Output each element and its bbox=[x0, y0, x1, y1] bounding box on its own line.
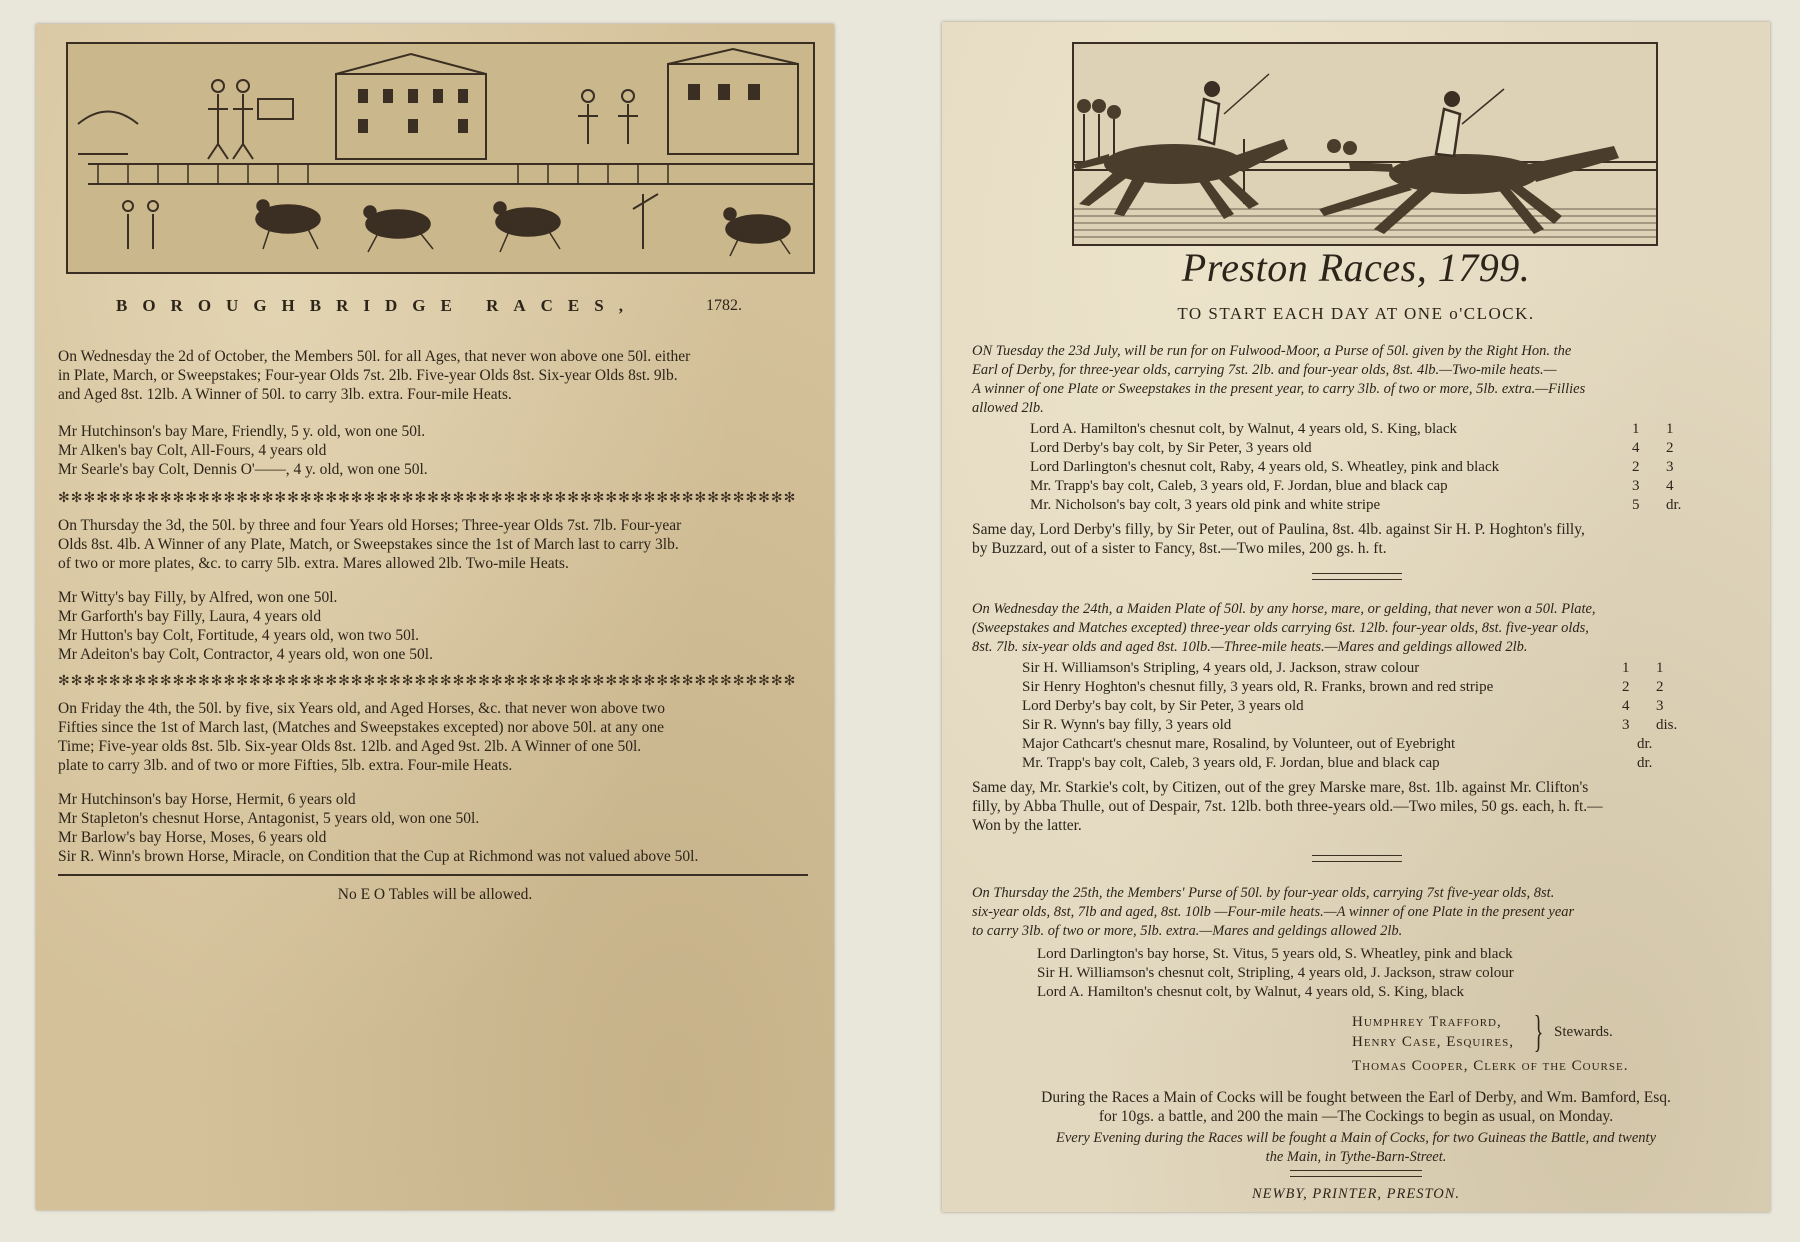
day3-conditions-line: six-year olds, 8st, 7lb and aged, 8st. 10lb —Four-mile heats.—A winner of one Plate in the present year bbox=[972, 904, 1575, 920]
day2-entry: Mr Hutton's bay Colt, Fortitude, 4 years old, won two 50l. bbox=[58, 627, 419, 644]
day2-conditions-line: (Sweepstakes and Matches excepted) three-year olds carrying 6st. 12lb. four-year olds, 8st. five-year olds, bbox=[972, 620, 1589, 636]
day3-conditions-line: to carry 3lb. of two or more, 5lb. extra.—Mares and geldings allowed 2lb. bbox=[972, 923, 1403, 939]
day2-entry: Sir R. Wynn's bay filly, 3 years old bbox=[1022, 717, 1232, 733]
section-divider bbox=[1312, 855, 1402, 862]
heat2-place: 1 bbox=[1666, 421, 1674, 437]
horse-race-woodcut-drawing bbox=[1074, 44, 1656, 244]
printer-imprint: NEWBY, PRINTER, PRESTON. bbox=[1251, 1186, 1461, 1202]
day1-conditions-line: allowed 2lb. bbox=[972, 400, 1044, 416]
star-ornament-divider: ✻✻✻✻✻✻✻✻✻✻✻✻✻✻✻✻✻✻✻✻✻✻✻✻✻✻✻✻✻✻✻✻✻✻✻✻✻✻✻✻✻✻✻✻✻✻✻✻✻✻✻✻✻✻✻✻✻✻ bbox=[58, 674, 797, 689]
day2-entry: Mr Witty's bay Filly, by Alfred, won one 50l. bbox=[58, 589, 338, 606]
star-ornament-divider: ✻✻✻✻✻✻✻✻✻✻✻✻✻✻✻✻✻✻✻✻✻✻✻✻✻✻✻✻✻✻✻✻✻✻✻✻✻✻✻✻✻✻✻✻✻✻✻✻✻✻✻✻✻✻✻✻✻✻ bbox=[58, 491, 797, 506]
preston-races-title: Preston Races, 1799. bbox=[1181, 245, 1531, 290]
day2-conditions-line: On Thursday the 3d, the 50l. by three and four Years old Horses; Three-year Olds 7st. 7lb. Four-year bbox=[58, 517, 682, 534]
heat2-place: 4 bbox=[1666, 478, 1674, 494]
boroughbridge-races-broadsheet bbox=[36, 24, 834, 1210]
day1-entry: Mr. Nicholson's bay colt, 3 years old pink and white stripe bbox=[1030, 497, 1381, 513]
horse-race-woodcut-illustration bbox=[1072, 42, 1658, 246]
racecourse-woodcut-drawing bbox=[68, 44, 813, 272]
day3-entry: Mr Hutchinson's bay Horse, Hermit, 6 years old bbox=[58, 791, 356, 808]
day2-conditions-line: 8st. 7lb. six-year olds and aged 8st. 10lb.—Three-mile heats.—Mares and geldings allowed 2lb. bbox=[972, 639, 1528, 655]
day3-conditions-line: Fifties since the 1st of March last, (Matches and Sweepstakes excepted) nor above 50l. at any one bbox=[58, 719, 665, 736]
heat1-place: 1 bbox=[1632, 421, 1640, 437]
day2-entry: Lord Derby's bay colt, by Sir Peter, 3 years old bbox=[1022, 698, 1304, 714]
day2-match-line: Same day, Mr. Starkie's colt, by Citizen, out of the grey Marske mare, 8st. 1lb. against Mr. Clifton's bbox=[972, 779, 1589, 796]
day3-entry: Lord A. Hamilton's chesnut colt, by Walnut, 4 years old, S. King, black bbox=[1037, 984, 1464, 1000]
eo-tables-notice: No E O Tables will be allowed. bbox=[337, 886, 533, 903]
day3-entry: Lord Darlington's bay horse, St. Vitus, 5 years old, S. Wheatley, pink and black bbox=[1037, 946, 1513, 962]
heat2-place: 2 bbox=[1656, 679, 1664, 695]
day1-conditions-line: On Wednesday the 2d of October, the Members 50l. for all Ages, that never won above one 50l. either bbox=[58, 348, 691, 365]
heat1-place: 5 bbox=[1632, 497, 1640, 513]
heat1-place: dr. bbox=[1637, 736, 1653, 752]
day2-entry: Major Cathcart's chesnut mare, Rosalind, by Volunteer, out of Eyebright bbox=[1022, 736, 1456, 752]
day2-entry: Sir H. Williamson's Stripling, 4 years old, J. Jackson, straw colour bbox=[1022, 660, 1420, 676]
section-divider bbox=[1312, 573, 1402, 580]
cock-fight-notice-line: for 10gs. a battle, and 200 the main —The Cockings to begin as usual, on Monday. bbox=[1098, 1108, 1614, 1125]
day1-entry: Lord A. Hamilton's chesnut colt, by Walnut, 4 years old, S. King, black bbox=[1030, 421, 1457, 437]
day2-conditions-line: Olds 8st. 4lb. A Winner of any Plate, Match, or Sweepstakes since the 1st of March last to carry 3lb. bbox=[58, 536, 679, 553]
day2-conditions-line: On Wednesday the 24th, a Maiden Plate of 50l. by any horse, mare, or gelding, that never won a 50l. Plate, bbox=[972, 601, 1596, 617]
cock-fight-notice-line: During the Races a Main of Cocks will be fought between the Earl of Derby, and Wm. Bamford, Esq. bbox=[1041, 1089, 1671, 1106]
heat2-place: 3 bbox=[1666, 459, 1674, 475]
clerk-of-course: Thomas Cooper, Clerk of the Course. bbox=[1352, 1058, 1629, 1074]
preston-races-broadsheet bbox=[942, 22, 1770, 1212]
evening-notice-line: the Main, in Tythe-Barn-Street. bbox=[1265, 1149, 1447, 1165]
day2-conditions-line: of two or more plates, &c. to carry 5lb. extra. Mares allowed 2lb. Two-mile Heats. bbox=[58, 555, 569, 572]
day3-entry: Sir H. Williamson's chesnut colt, Stripling, 4 years old, J. Jackson, straw colour bbox=[1037, 965, 1514, 981]
day1-match-line: by Buzzard, out of a sister to Fancy, 8st.—Two miles, 200 gs. h. ft. bbox=[972, 540, 1387, 557]
day2-entry: Mr Garforth's bay Filly, Laura, 4 years old bbox=[58, 608, 322, 625]
steward-name: Henry Case, Esquires, bbox=[1352, 1034, 1514, 1050]
steward-name: Humphrey Trafford, bbox=[1352, 1014, 1502, 1030]
day1-conditions-line: A winner of one Plate or Sweepstakes in the present year, to carry 3lb. of two or more, 5lb. extra.—Fillies bbox=[972, 381, 1586, 397]
heat2-place: 2 bbox=[1666, 440, 1674, 456]
day1-conditions-line: in Plate, March, or Sweepstakes; Four-year Olds 7st. 2lb. Five-year Olds 8st. Six-year Olds 8st. 9lb. bbox=[58, 367, 678, 384]
heat2-place: dr. bbox=[1666, 497, 1682, 513]
heat1-place: 4 bbox=[1622, 698, 1630, 714]
evening-notice-line: Every Evening during the Races will be fought a Main of Cocks, for two Guineas the Battle, and twenty bbox=[1055, 1130, 1657, 1146]
day1-entry: Mr Hutchinson's bay Mare, Friendly, 5 y. old, won one 50l. bbox=[58, 423, 426, 440]
day3-entry: Mr Stapleton's chesnut Horse, Antagonist, 5 years old, won one 50l. bbox=[58, 810, 480, 827]
day1-entry: Mr. Trapp's bay colt, Caleb, 3 years old, F. Jordan, blue and black cap bbox=[1030, 478, 1448, 494]
day1-conditions-line: and Aged 8st. 12lb. A Winner of 50l. to carry 3lb. extra. Four-mile Heats. bbox=[58, 386, 512, 403]
day1-conditions-line: Earl of Derby, for three-year olds, carrying 7st. 2lb. and four-year olds, 8st. 4lb.—Two-mile heats.— bbox=[972, 362, 1557, 378]
stewards-brace: } bbox=[1533, 1007, 1544, 1056]
day2-match-line: Won by the latter. bbox=[972, 817, 1082, 834]
start-time-subtitle: TO START EACH DAY AT ONE o'CLOCK. bbox=[1177, 304, 1535, 323]
day1-entry: Lord Darlington's chesnut colt, Raby, 4 years old, S. Wheatley, pink and black bbox=[1030, 459, 1500, 475]
boroughbridge-title: BOROUGHBRIDGE RACES, bbox=[116, 296, 638, 315]
day2-match-line: filly, by Abba Thulle, out of Despair, 7st. 12lb. both three-years old.—Two miles, 50 gs. each, h. ft.— bbox=[972, 798, 1603, 815]
day3-entry: Sir R. Winn's brown Horse, Miracle, on Condition that the Cup at Richmond was not valued above 50l. bbox=[58, 848, 699, 865]
day3-conditions-line: On Friday the 4th, the 50l. by five, six Years old, and Aged Horses, &c. that never won above two bbox=[58, 700, 665, 717]
racecourse-woodcut-illustration bbox=[66, 42, 815, 274]
day1-entry: Lord Derby's bay colt, by Sir Peter, 3 years old bbox=[1030, 440, 1312, 456]
day3-entry: Mr Barlow's bay Horse, Moses, 6 years old bbox=[58, 829, 327, 846]
heat1-place: 2 bbox=[1632, 459, 1640, 475]
day1-entry: Mr Searle's bay Colt, Dennis O'——, 4 y. old, won one 50l. bbox=[58, 461, 428, 478]
heat1-place: 1 bbox=[1622, 660, 1630, 676]
day2-entry: Mr. Trapp's bay colt, Caleb, 3 years old, F. Jordan, blue and black cap bbox=[1022, 755, 1440, 771]
heat2-place: dis. bbox=[1656, 717, 1678, 733]
footer-rule bbox=[58, 874, 808, 876]
day3-conditions-line: plate to carry 3lb. and of two or more Fifties, 5lb. extra. Four-mile Heats. bbox=[58, 757, 513, 774]
heat1-place: dr. bbox=[1637, 755, 1653, 771]
printer-divider bbox=[1290, 1170, 1422, 1177]
boroughbridge-year: 1782. bbox=[706, 297, 742, 314]
heat1-place: 3 bbox=[1632, 478, 1640, 494]
day3-conditions-line: Time; Five-year olds 8st. 5lb. Six-year Olds 8st. 12lb. and Aged 9st. 2lb. A Winner of one 50l. bbox=[58, 738, 642, 755]
day2-entry: Mr Adeiton's bay Colt, Contractor, 4 years old, won one 50l. bbox=[58, 646, 433, 663]
heat1-place: 4 bbox=[1632, 440, 1640, 456]
day3-conditions-line: On Thursday the 25th, the Members' Purse of 50l. by four-year olds, carrying 7st five-year olds, 8st. bbox=[972, 885, 1555, 901]
heat1-place: 3 bbox=[1622, 717, 1630, 733]
day1-match-line: Same day, Lord Derby's filly, by Sir Peter, out of Paulina, 8st. 4lb. against Sir H. P. Hoghton's filly, bbox=[972, 521, 1585, 538]
heat2-place: 1 bbox=[1656, 660, 1664, 676]
day1-entry: Mr Alken's bay Colt, All-Fours, 4 years old bbox=[58, 442, 327, 459]
day1-conditions-line: ON Tuesday the 23d July, will be run for on Fulwood-Moor, a Purse of 50l. given by the Right Hon. the bbox=[972, 343, 1572, 359]
heat1-place: 2 bbox=[1622, 679, 1630, 695]
heat2-place: 3 bbox=[1656, 698, 1664, 714]
stewards-label: Stewards. bbox=[1554, 1024, 1613, 1040]
day2-entry: Sir Henry Hoghton's chesnut filly, 3 years old, R. Franks, brown and red stripe bbox=[1022, 679, 1494, 695]
